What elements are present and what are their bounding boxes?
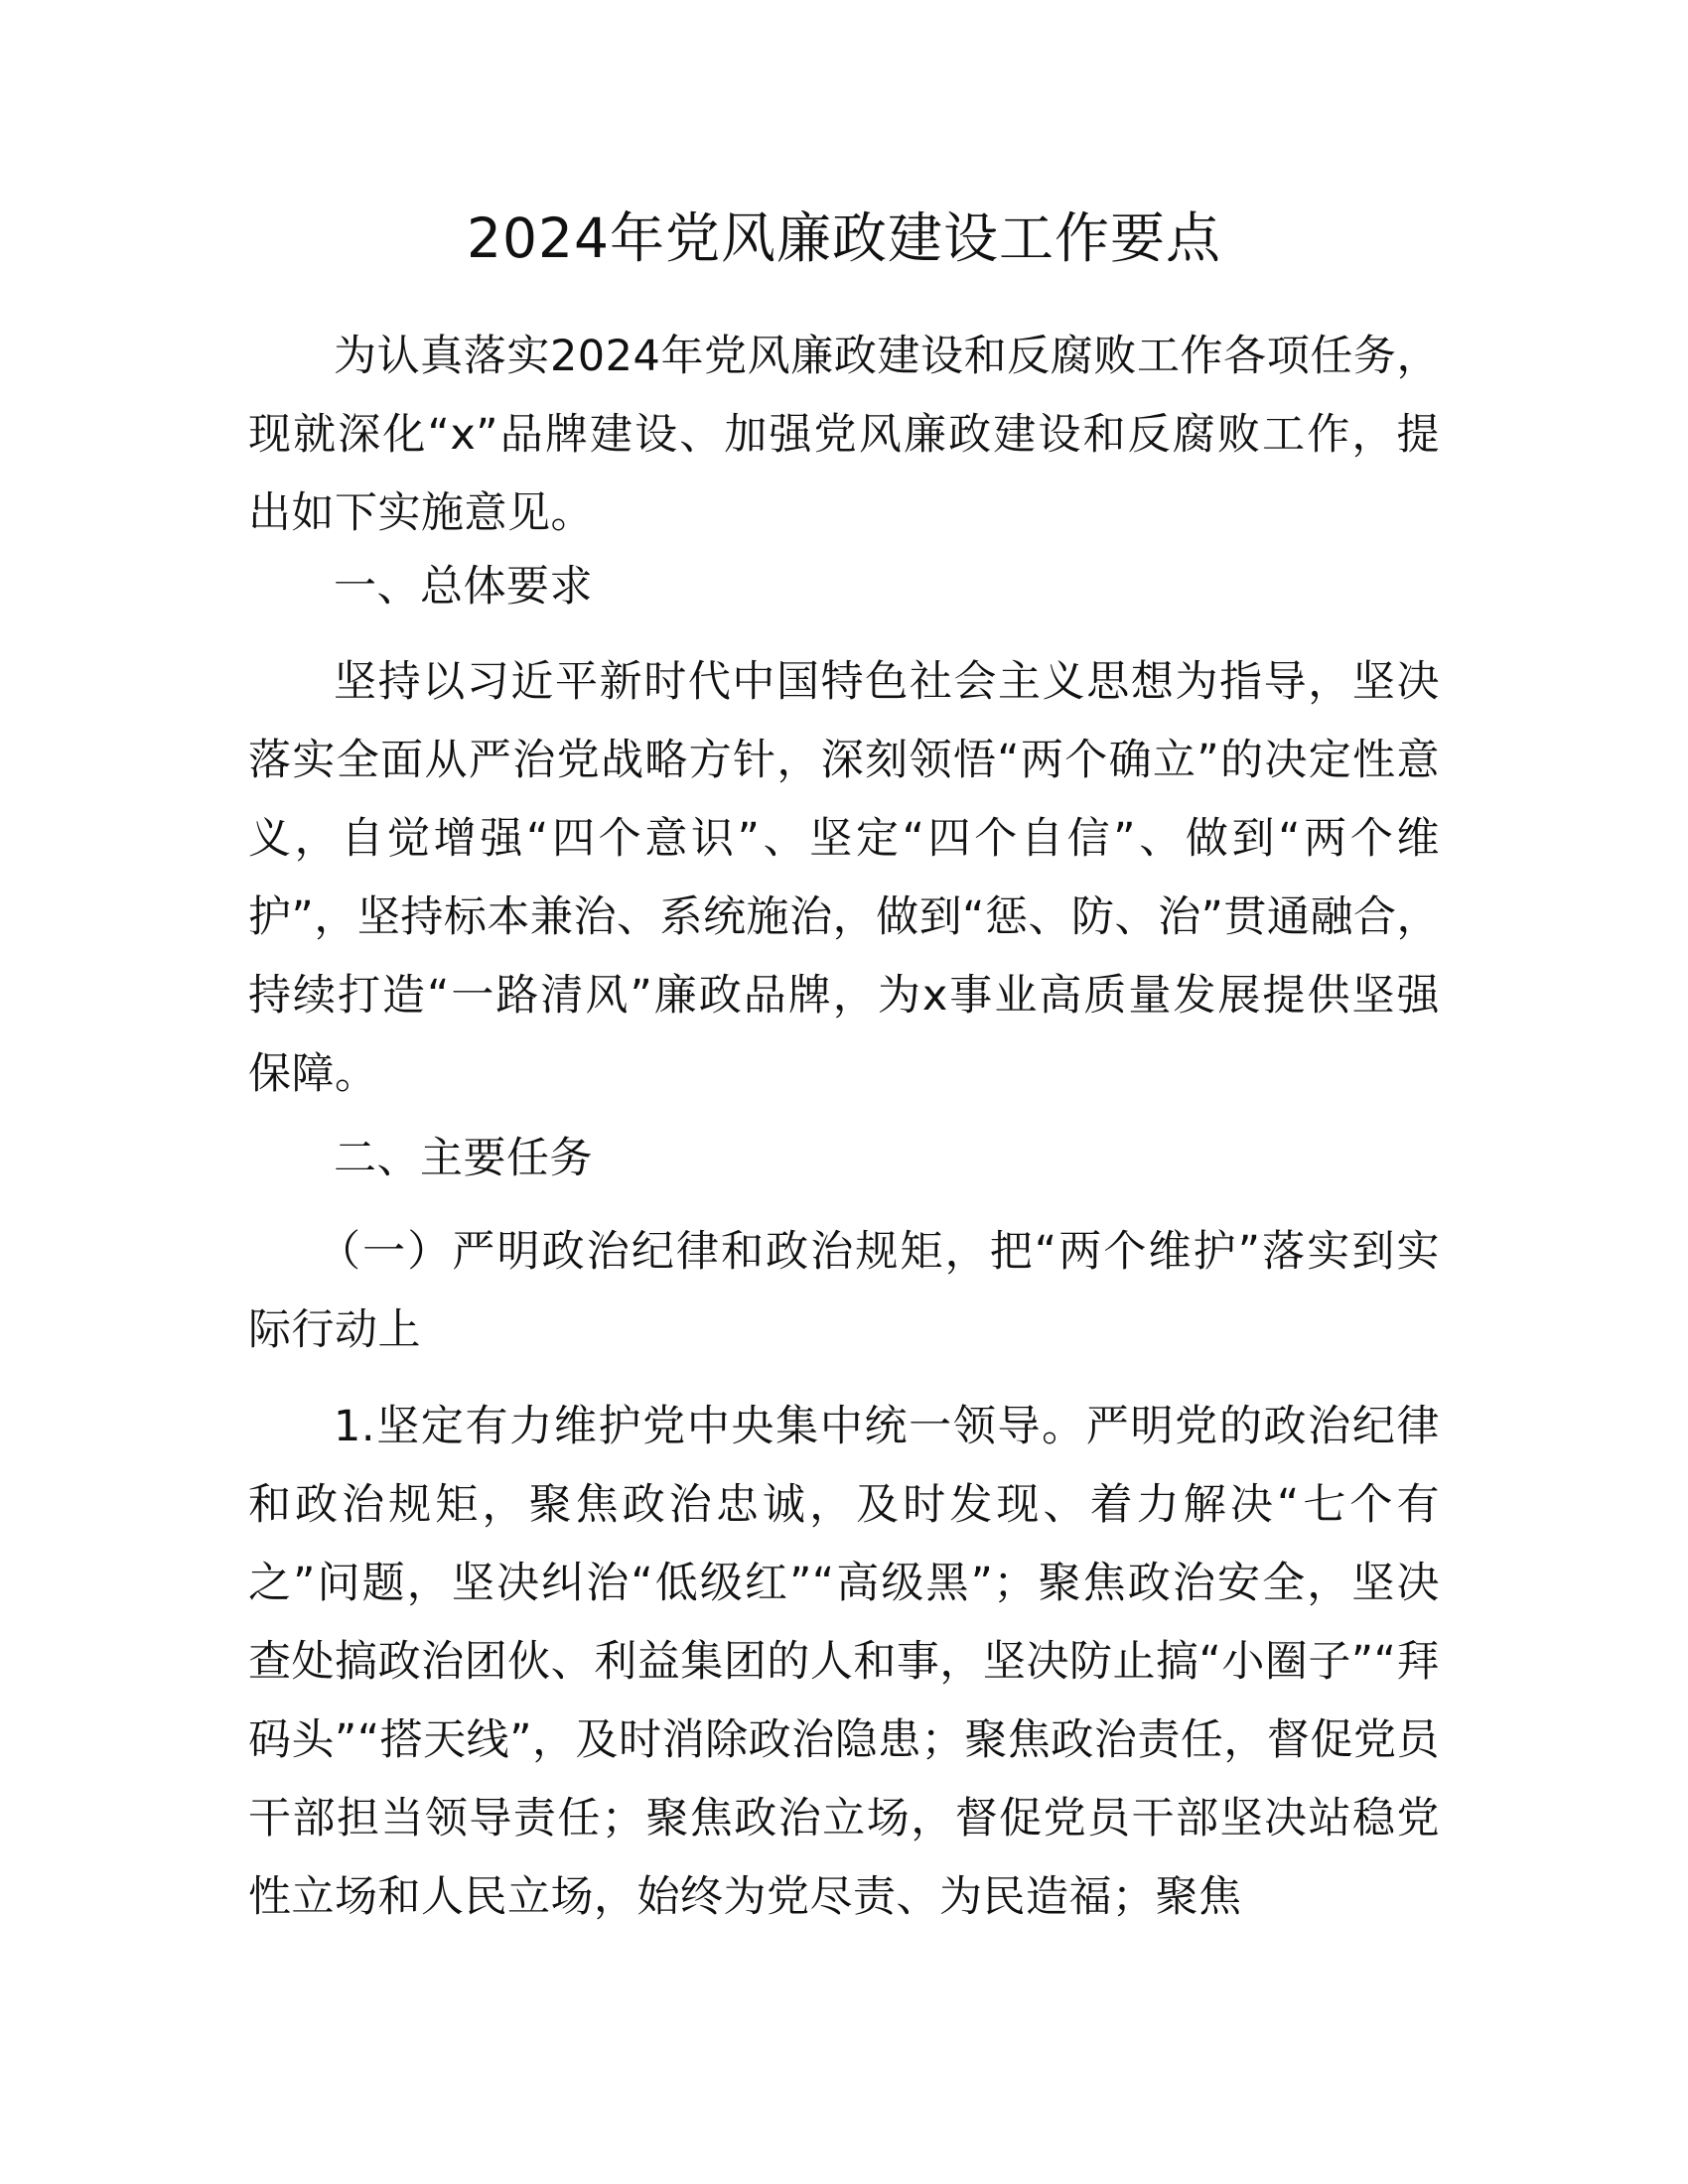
document-page [248,0,1440,2184]
document-title: 2024年党风廉政建设工作要点 [467,206,1221,270]
general-requirements-paragraph: 坚持以习近平新时代中国特色社会主义思想为指导，坚决落实全面从严治党战略方针，深刻领悟“两个确立”的决定性意义，自觉增强“四个意识”、坚定“四个自信”、做到“两个维护”，坚持标本兼治、系统施治，做到“惩、防、治”贯通融合，持续打造“一路清风”廉政品牌，为x事业高质量发展提供坚强保障。 [248,657,1440,1099]
item-1-paragraph: 1.坚定有力维护党中央集中统一领导。严明党的政治纪律和政治规矩，聚焦政治忠诚，及时发现、着力解决“七个有之”问题，坚决纠治“低级红”“高级黑”；聚焦政治安全，坚决查处搞政治团伙、利益集团的人和事，坚决防止搞“小圈子”“拜码头”“搭天线”，及时消除政治隐患；聚焦政治责任，督促党员干部担当领导责任；聚焦政治立场，督促党员干部坚决站稳党性立场和人民立场，始终为党尽责、为民造福；聚焦 [248,1402,1440,1922]
intro-paragraph: 为认真落实2024年党风廉政建设和反腐败工作各项任务，现就深化“x”品牌建设、加强党风廉政建设和反腐败工作，提出如下实施意见。 [248,332,1440,538]
subsection-heading-political-discipline: （一）严明政治纪律和政治规矩，把“两个维护”落实到实际行动上 [248,1227,1440,1355]
section-heading-main-tasks: 二、主要任务 [334,1134,593,1183]
section-heading-general-requirements: 一、总体要求 [334,562,593,612]
